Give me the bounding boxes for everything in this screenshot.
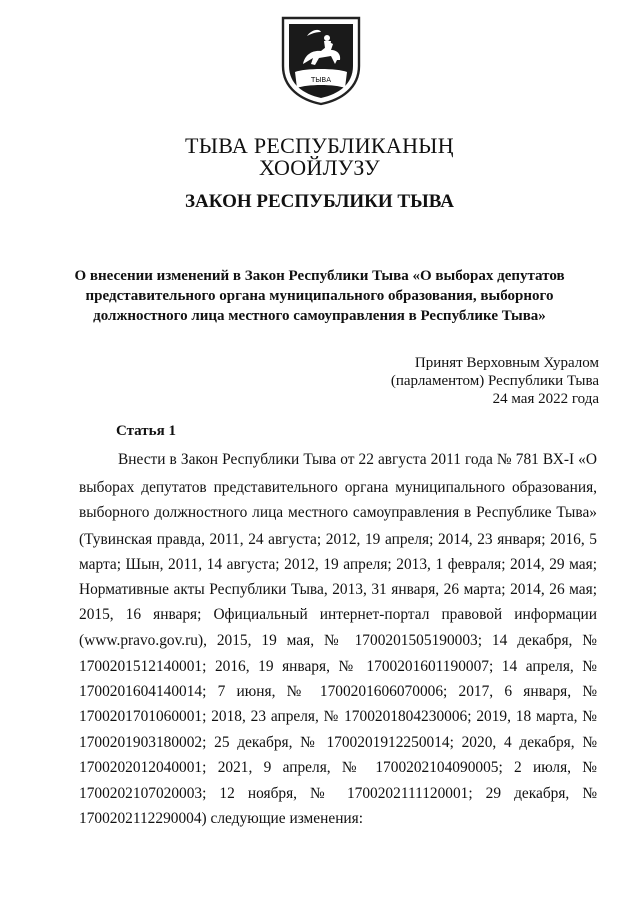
article-text-line: 1700201903180002; 25 декабря, № 1700201912250014; 2020, 4 декабря, № [79, 734, 597, 751]
parliament-name-line1: ТЫВА РЕСПУБЛИКАНЫҢ [185, 133, 454, 158]
subject-line: О внесении изменений в Закон Республики Тыва «О выборах депутатов [74, 268, 565, 284]
article-text-line: (Тувинская правда, 2011, 24 августа; 2012, 19 апреля; 2014, 23 января; 2016, 5 [79, 531, 597, 548]
article-text-line: 1700201604140014; 7 июня, № 1700201606070006; 2017, 6 января, № [79, 683, 597, 700]
subject-line: представительного органа муниципального образования, выборного [85, 288, 554, 304]
article-title: Статья 1 [116, 423, 176, 439]
article-text-line: марта; Шын, 2011, 14 августа; 2012, 19 апреля; 2013, 1 февраля; 2014, 29 мая; [79, 556, 597, 573]
article-text-line: 1700202112290004) следующие изменения: [79, 810, 364, 827]
article-text-line: выборного должностного лица местного самоуправления в Республике Тыва» [79, 504, 597, 521]
tuva-coat-of-arms-icon [279, 14, 363, 106]
adoption-date: 24 мая 2022 года [492, 391, 599, 407]
article-text-line: (www.pravo.gov.ru), 2015, 19 мая, № 1700201505190003; 14 декабря, № [79, 632, 597, 649]
article-text-line: выборах депутатов представительного органа муниципального образования, [79, 479, 597, 496]
article-text-line: Нормативные акты Республики Тыва, 2013, 31 января, 26 марта; 2014, 26 мая; [79, 581, 597, 598]
parliament-name-line2: ХООЙЛУЗУ [258, 155, 381, 180]
law-heading: ЗАКОН РЕСПУБЛИКИ ТЫВА [185, 191, 454, 212]
article-text-line: 2015, 16 января; Официальный интернет-портал правовой информации [79, 606, 597, 623]
adoption-line: Принят Верховным Хуралом [414, 355, 599, 371]
emblem-text: ТЫВА [310, 76, 332, 84]
article-text-line: 1700202012040001; 2021, 9 апреля, № 1700202104090005; 2 июля, № [79, 759, 597, 776]
adoption-line: (парламентом) Республики Тыва [390, 373, 599, 389]
subject-line: должностного лица местного самоуправления в Республике Тыва» [93, 308, 546, 324]
article-text-line: 1700201701060001; 2018, 23 апреля, № 1700201804230006; 2019, 18 марта, № [79, 708, 597, 725]
article-text-line: 1700202107020003; 12 ноября, № 1700202111120001; 29 декабря, № [79, 785, 597, 802]
article-text-line: 1700201512140001; 2016, 19 января, № 1700201601190007; 14 апреля, № [79, 658, 597, 675]
article-text-line: Внести в Закон Республики Тыва от 22 августа 2011 года № 781 ВХ-I «О [118, 451, 597, 468]
